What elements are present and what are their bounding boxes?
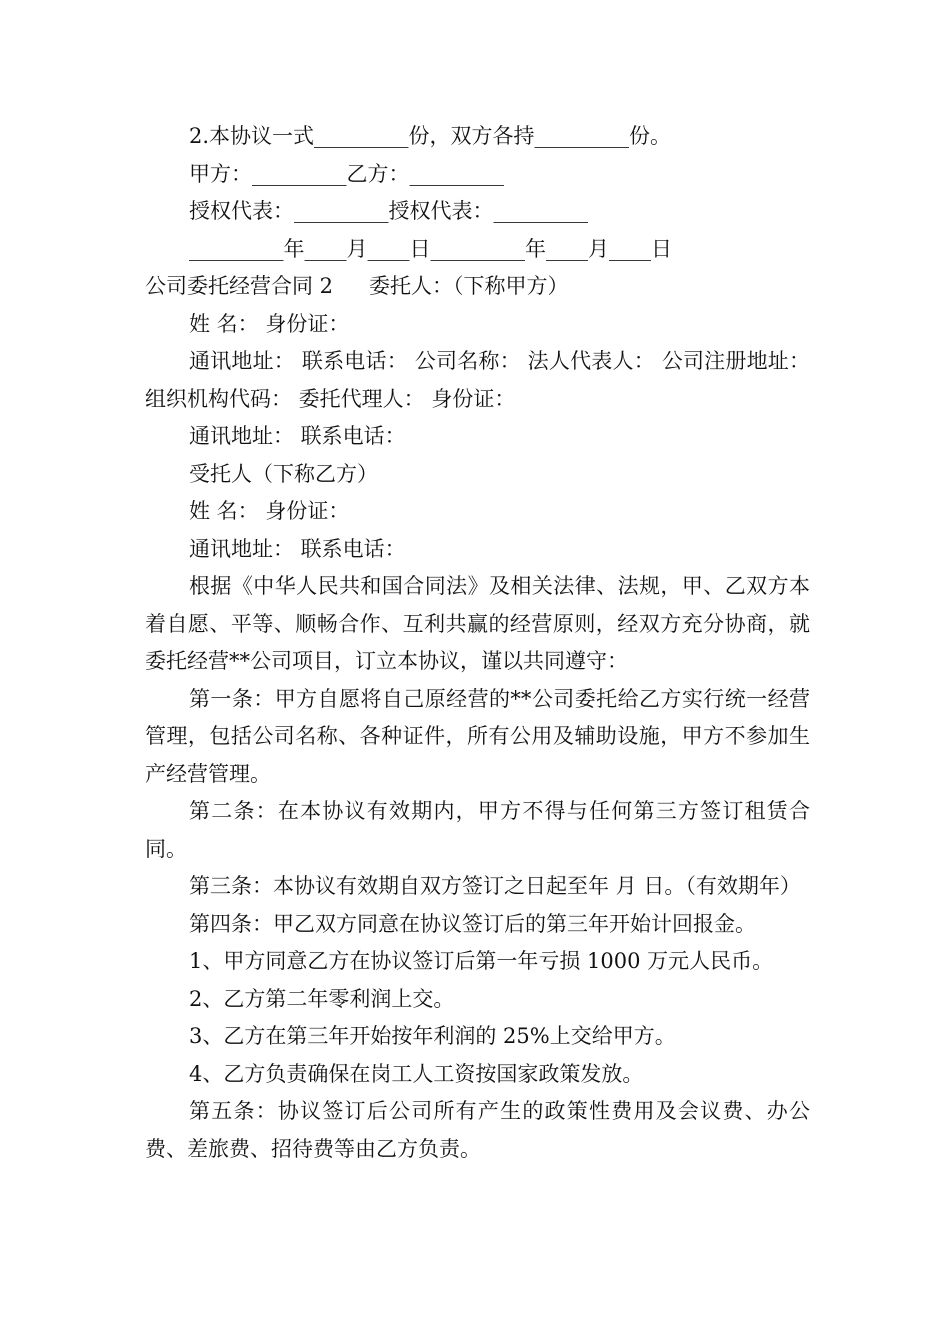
contract-title-line (145, 268, 810, 306)
paragraph-parties: 甲方：_________乙方：_________ (189, 161, 504, 186)
article-4-item-2: 2、乙方第二年零利润上交。 (189, 986, 455, 1011)
agent-name-id: 姓 名： 身份证： (189, 499, 350, 523)
article-4-item-4: 4、乙方负责确保在岗工人工资按国家政策发放。 (189, 1061, 644, 1086)
preamble: 根据《中华人民共和国合同法》及相关法律、法规，甲、乙双方本着自愿、平等、顺畅合作、互利共赢的经营原则，经双方充分协商，就委托经营**公司项目，订立本协议，谨以共同遵守： (145, 574, 810, 673)
paragraph-representatives: 授权代表：_________授权代表：_________ (189, 199, 588, 223)
article-4: 第四条：甲乙双方同意在协议签订后的第三年开始计回报金。 (189, 911, 756, 936)
article-2: 第二条：在本协议有效期内，甲方不得与任何第三方签订租赁合同。 (145, 799, 810, 861)
article-5: 第五条：协议签订后公司所有产生的政策性费用及会议费、办公费、差旅费、招待费等由乙方负责。 (145, 1099, 810, 1161)
principal-contact: 通讯地址： 联系电话： (189, 424, 406, 448)
article-1: 第一条：甲方自愿将自己原经营的**公司委托给乙方实行统一经营管理，包括公司名称、各种证件，所有公用及辅助设施，甲方不参加生产经营管理。 (145, 686, 810, 786)
paragraph-dates: _________年____月____日_________年____月____日 (189, 236, 672, 261)
principal-name-id: 姓 名： 身份证： (189, 311, 350, 336)
paragraph-copies: 2.本协议一式_________份，双方各持_________份。 (189, 124, 672, 148)
document-body (145, 118, 810, 1168)
agent-contact: 通讯地址： 联系电话： (189, 536, 406, 561)
principal-details: 通讯地址： 联系电话： 公司名称： 法人代表人： 公司注册地址：组织机构代码： 委托代理人： 身份证： (145, 349, 810, 411)
contract-title: 公司委托经营合同 2 (145, 274, 334, 298)
article-4-item-3: 3、乙方在第三年开始按年利润的 25%上交给甲方。 (189, 1024, 676, 1048)
principal-heading: 委托人：（下称甲方） (369, 274, 569, 298)
agent-heading: 受托人（下称乙方） (189, 461, 378, 486)
article-3: 第三条：本协议有效期自双方签订之日起至年 月 日。（有效期年） (189, 874, 801, 898)
article-4-item-1: 1、甲方同意乙方在协议签订后第一年亏损 1000 万元人民币。 (189, 949, 774, 973)
